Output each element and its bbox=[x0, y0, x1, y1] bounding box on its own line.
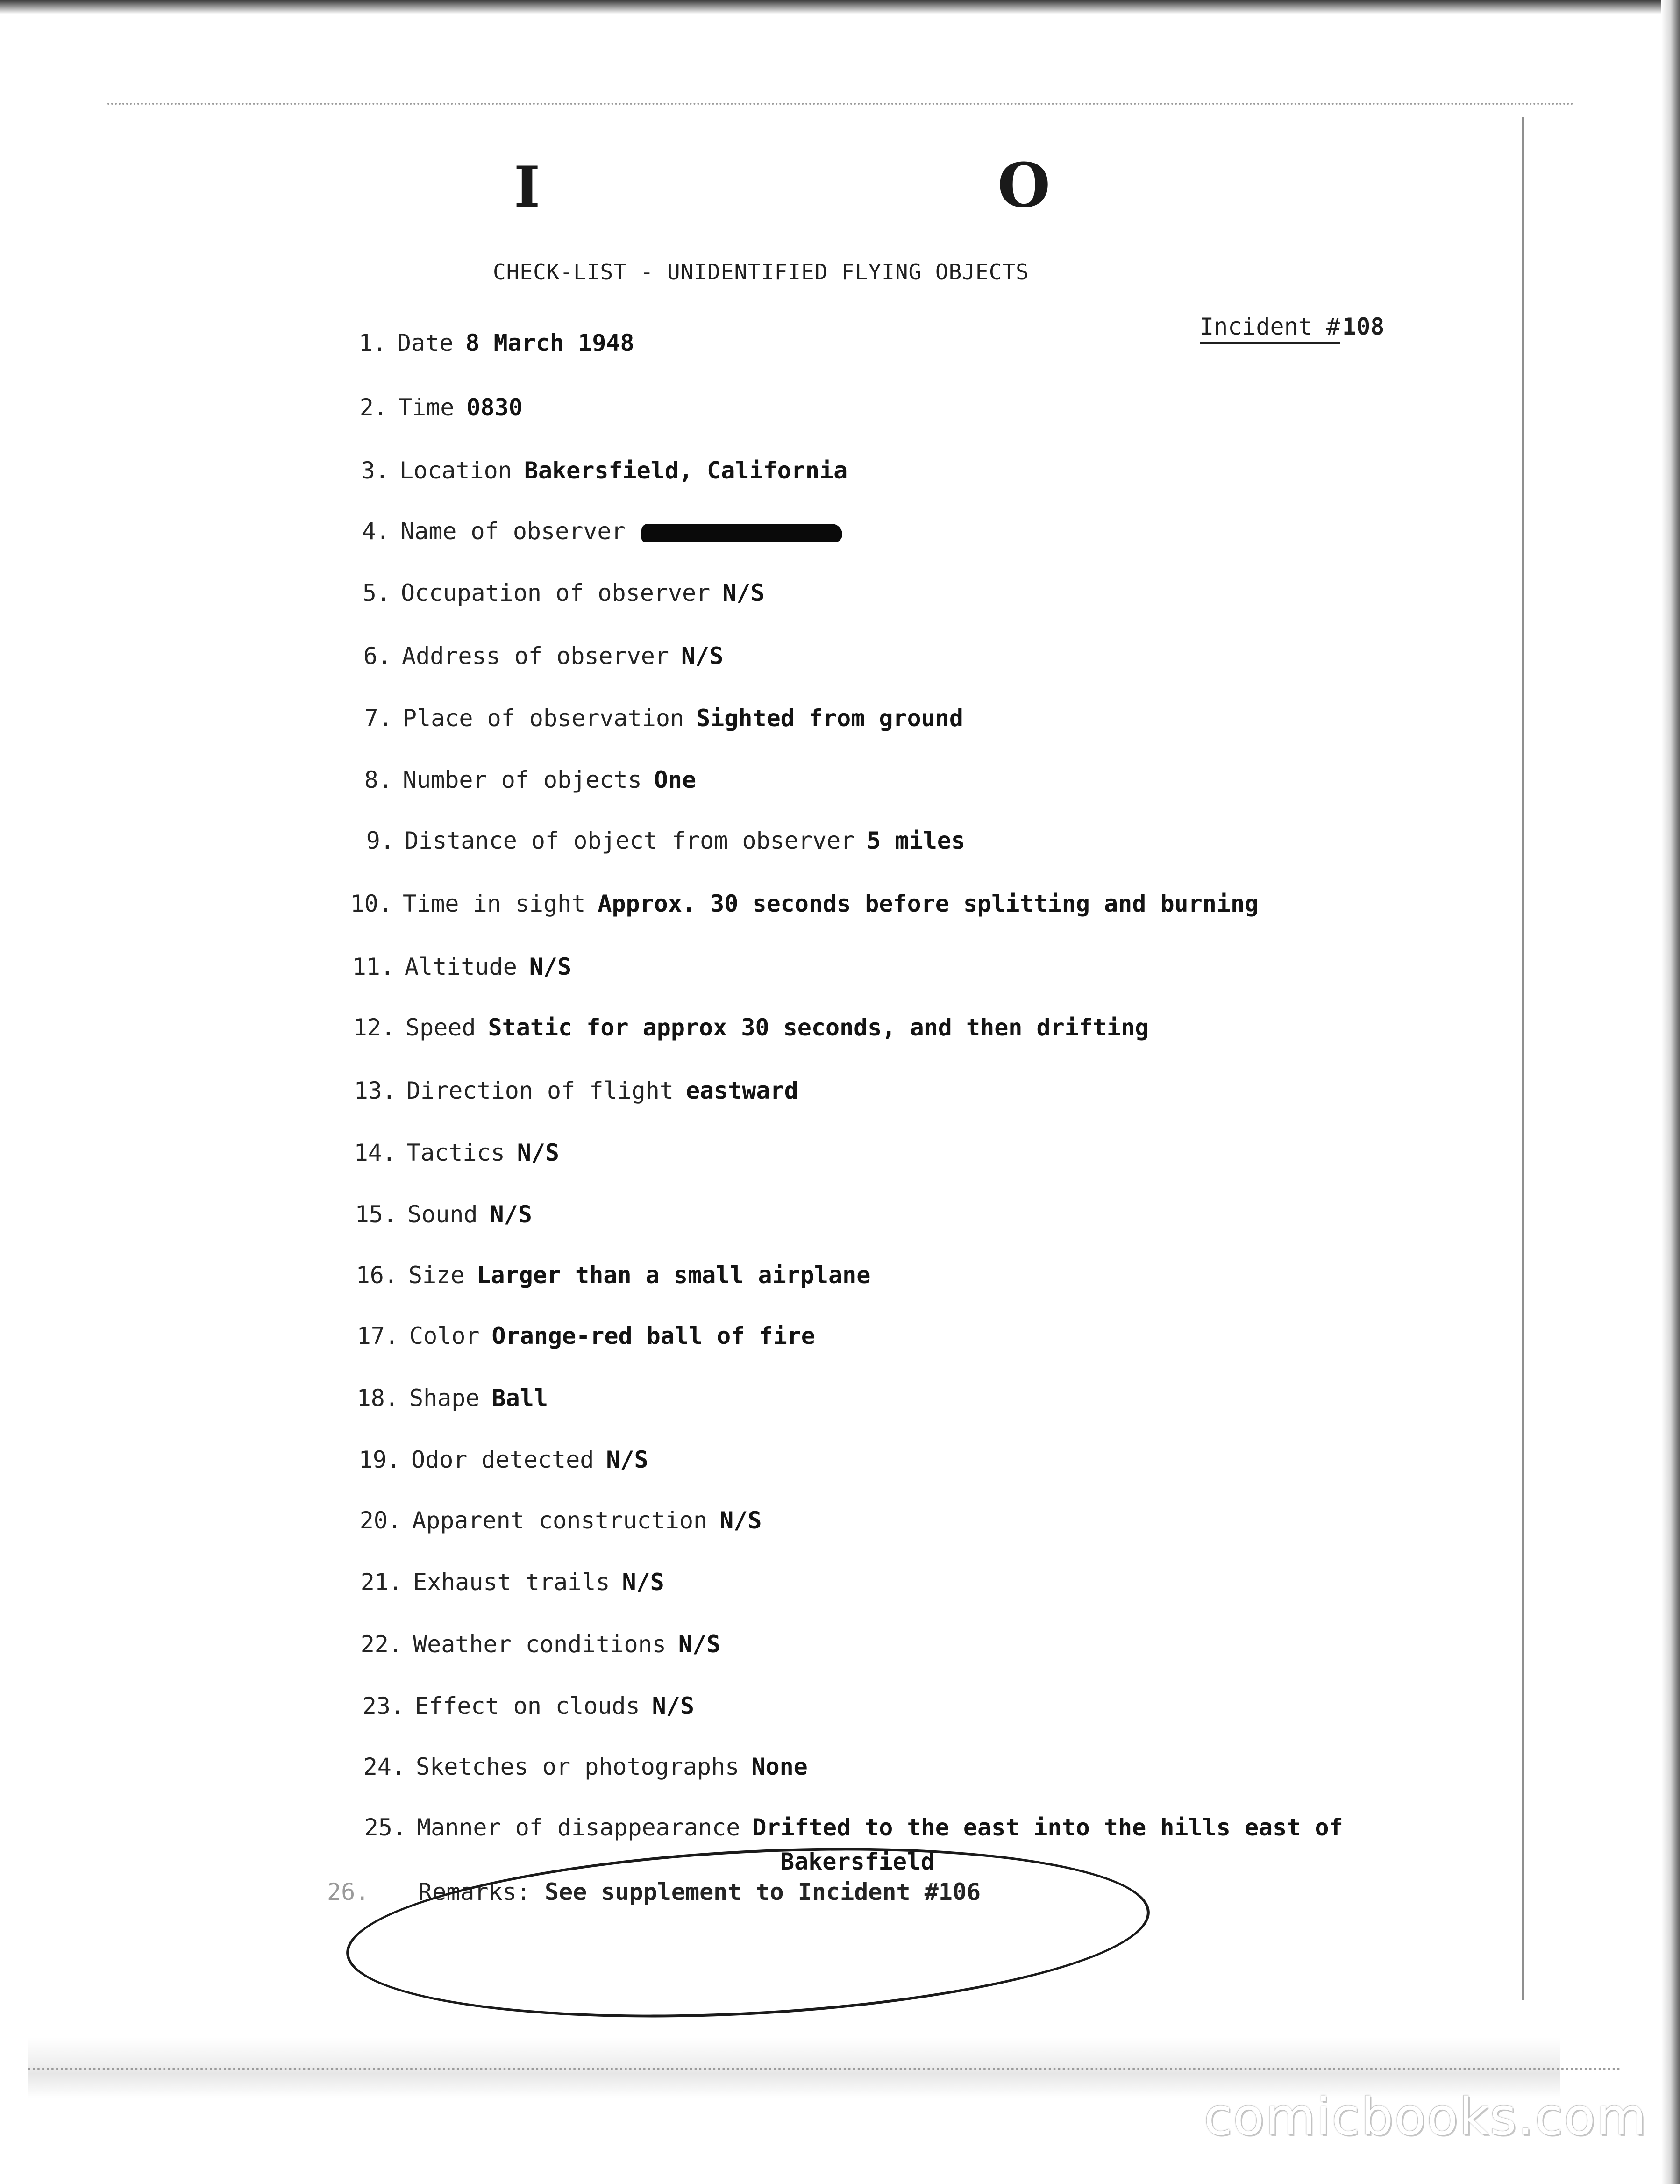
item-value: N/S bbox=[517, 1139, 560, 1166]
item-weather-conditions bbox=[360, 1631, 721, 1658]
item-label: Time bbox=[398, 394, 455, 421]
item-color bbox=[356, 1322, 815, 1349]
item-value: Larger than a small airplane bbox=[477, 1262, 871, 1289]
document-title: CHECK-LIST - UNIDENTIFIED FLYING OBJECTS bbox=[493, 259, 1029, 285]
item-label: Odor detected bbox=[411, 1446, 594, 1473]
frame-top-line bbox=[107, 103, 1574, 109]
incident-value: 108 bbox=[1342, 313, 1385, 340]
item-value: Sighted from ground bbox=[696, 705, 964, 732]
item-label: Number of objects bbox=[403, 766, 642, 793]
watermark: comicbooks.com bbox=[1203, 2087, 1647, 2147]
item-number: 1. bbox=[358, 329, 387, 357]
item-value: N/S bbox=[529, 953, 572, 980]
item-shape bbox=[356, 1385, 548, 1412]
incident-number bbox=[1200, 313, 1384, 340]
item-value: Bakersfield, California bbox=[524, 457, 848, 484]
item-number: 11. bbox=[352, 953, 394, 980]
item-label: Apparent construction bbox=[412, 1507, 708, 1534]
item-number: 13. bbox=[354, 1077, 396, 1104]
item-label: Color bbox=[409, 1322, 480, 1349]
item-label: Shape bbox=[409, 1385, 480, 1412]
item-sound bbox=[355, 1201, 532, 1228]
item-effect-on-clouds bbox=[362, 1692, 694, 1720]
item-date bbox=[358, 329, 634, 357]
item-number: 25. bbox=[364, 1814, 406, 1841]
item-label: Time in sight bbox=[403, 890, 586, 917]
item-value: Orange-red ball of fire bbox=[491, 1322, 815, 1349]
item-apparent-construction bbox=[359, 1507, 762, 1534]
item-number: 16. bbox=[356, 1262, 398, 1289]
item-value: 8 March 1948 bbox=[465, 329, 634, 357]
punch-mark-left: I bbox=[514, 154, 541, 220]
scan-edge-right bbox=[1661, 0, 1680, 2184]
item-number: 21. bbox=[360, 1569, 403, 1596]
item-number: 20. bbox=[359, 1507, 402, 1534]
redaction-bar bbox=[641, 524, 842, 542]
item-value: eastward bbox=[685, 1077, 798, 1104]
item-label: Distance of object from observer bbox=[405, 827, 855, 854]
item-number: 2. bbox=[359, 394, 388, 421]
item-label: Sketches or photographs bbox=[416, 1753, 740, 1780]
item-label: Tactics bbox=[406, 1139, 505, 1166]
scan-edge-top bbox=[0, 0, 1680, 14]
item-altitude bbox=[352, 953, 572, 980]
remarks-number: 26. bbox=[327, 1878, 370, 1906]
item-value: N/S bbox=[652, 1692, 694, 1720]
remarks-label: Remarks: bbox=[418, 1878, 531, 1906]
item-value: Ball bbox=[491, 1385, 548, 1412]
item-value-continuation: Bakersfield bbox=[780, 1848, 935, 1875]
item-label: Place of observation bbox=[403, 705, 684, 732]
hand-drawn-ellipse bbox=[342, 1829, 1154, 2036]
item-number: 4. bbox=[362, 518, 390, 545]
item-number: 5. bbox=[362, 579, 391, 607]
item-label: Manner of disappearance bbox=[417, 1814, 740, 1841]
item-number: 12. bbox=[353, 1014, 395, 1041]
item-number: 22. bbox=[360, 1631, 403, 1658]
frame-right-line bbox=[1522, 117, 1524, 2000]
item-label: Date bbox=[397, 329, 454, 357]
item-number: 19. bbox=[358, 1446, 401, 1473]
item-value: One bbox=[654, 766, 697, 793]
item-value: N/S bbox=[622, 1569, 664, 1596]
item-sketches-or-photographs bbox=[363, 1753, 808, 1780]
item-size bbox=[356, 1262, 871, 1289]
item-label: Altitude bbox=[405, 953, 517, 980]
frame-bottom-line bbox=[28, 2068, 1621, 2075]
item-label: Speed bbox=[406, 1014, 476, 1041]
item-label: Name of observer bbox=[400, 518, 626, 545]
item-number: 24. bbox=[363, 1753, 406, 1780]
item-occupation bbox=[362, 579, 765, 607]
item-number: 8. bbox=[364, 766, 392, 793]
item-distance bbox=[366, 827, 965, 854]
item-number-of-objects bbox=[364, 766, 697, 793]
item-place-of-observation bbox=[364, 705, 964, 732]
item-value: N/S bbox=[678, 1631, 721, 1658]
item-number: 9. bbox=[366, 827, 394, 854]
item-number: 18. bbox=[356, 1385, 399, 1412]
item-name-of-observer bbox=[362, 518, 842, 545]
item-value: N/S bbox=[606, 1446, 648, 1473]
item-value: 5 miles bbox=[867, 827, 965, 854]
item-value: N/S bbox=[722, 579, 765, 607]
item-number: 14. bbox=[354, 1139, 396, 1166]
item-label: Direction of flight bbox=[406, 1077, 674, 1104]
item-label: Effect on clouds bbox=[415, 1692, 640, 1720]
item-location bbox=[361, 457, 848, 484]
item-value: None bbox=[751, 1753, 808, 1780]
item-label: Location bbox=[399, 457, 512, 484]
item-exhaust-trails bbox=[360, 1569, 664, 1596]
item-label: Address of observer bbox=[402, 642, 669, 670]
item-number: 7. bbox=[364, 705, 392, 732]
item-direction-of-flight bbox=[354, 1077, 798, 1104]
item-label: Occupation of observer bbox=[401, 579, 711, 607]
item-label: Sound bbox=[407, 1201, 478, 1228]
item-value: Static for approx 30 seconds, and then drifting bbox=[488, 1014, 1149, 1041]
item-number: 15. bbox=[355, 1201, 397, 1228]
item-number: 23. bbox=[362, 1692, 405, 1720]
item-address bbox=[363, 642, 724, 670]
item-odor-detected bbox=[358, 1446, 648, 1473]
item-value: N/S bbox=[681, 642, 724, 670]
item-label: Weather conditions bbox=[413, 1631, 666, 1658]
incident-label: Incident # bbox=[1200, 313, 1340, 344]
item-tactics bbox=[354, 1139, 560, 1166]
item-value: N/S bbox=[719, 1507, 762, 1534]
item-value: N/S bbox=[490, 1201, 532, 1228]
item-label: Size bbox=[408, 1262, 465, 1289]
item-time bbox=[359, 394, 523, 421]
remarks-value: See supplement to Incident #106 bbox=[544, 1878, 981, 1906]
item-manner-of-disappearance bbox=[364, 1814, 1343, 1841]
item-number: 3. bbox=[361, 457, 389, 484]
item-number: 17. bbox=[356, 1322, 399, 1349]
item-value: Drifted to the east into the hills east of bbox=[752, 1814, 1343, 1841]
item-value: Approx. 30 seconds before splitting and burning bbox=[598, 890, 1259, 917]
punch-mark-right: O bbox=[997, 150, 1051, 221]
item-value: 0830 bbox=[466, 394, 523, 421]
item-number: 10. bbox=[350, 890, 392, 917]
item-time-in-sight bbox=[350, 890, 1259, 917]
item-number: 6. bbox=[363, 642, 392, 670]
item-label: Exhaust trails bbox=[413, 1569, 610, 1596]
item-speed bbox=[353, 1014, 1149, 1041]
